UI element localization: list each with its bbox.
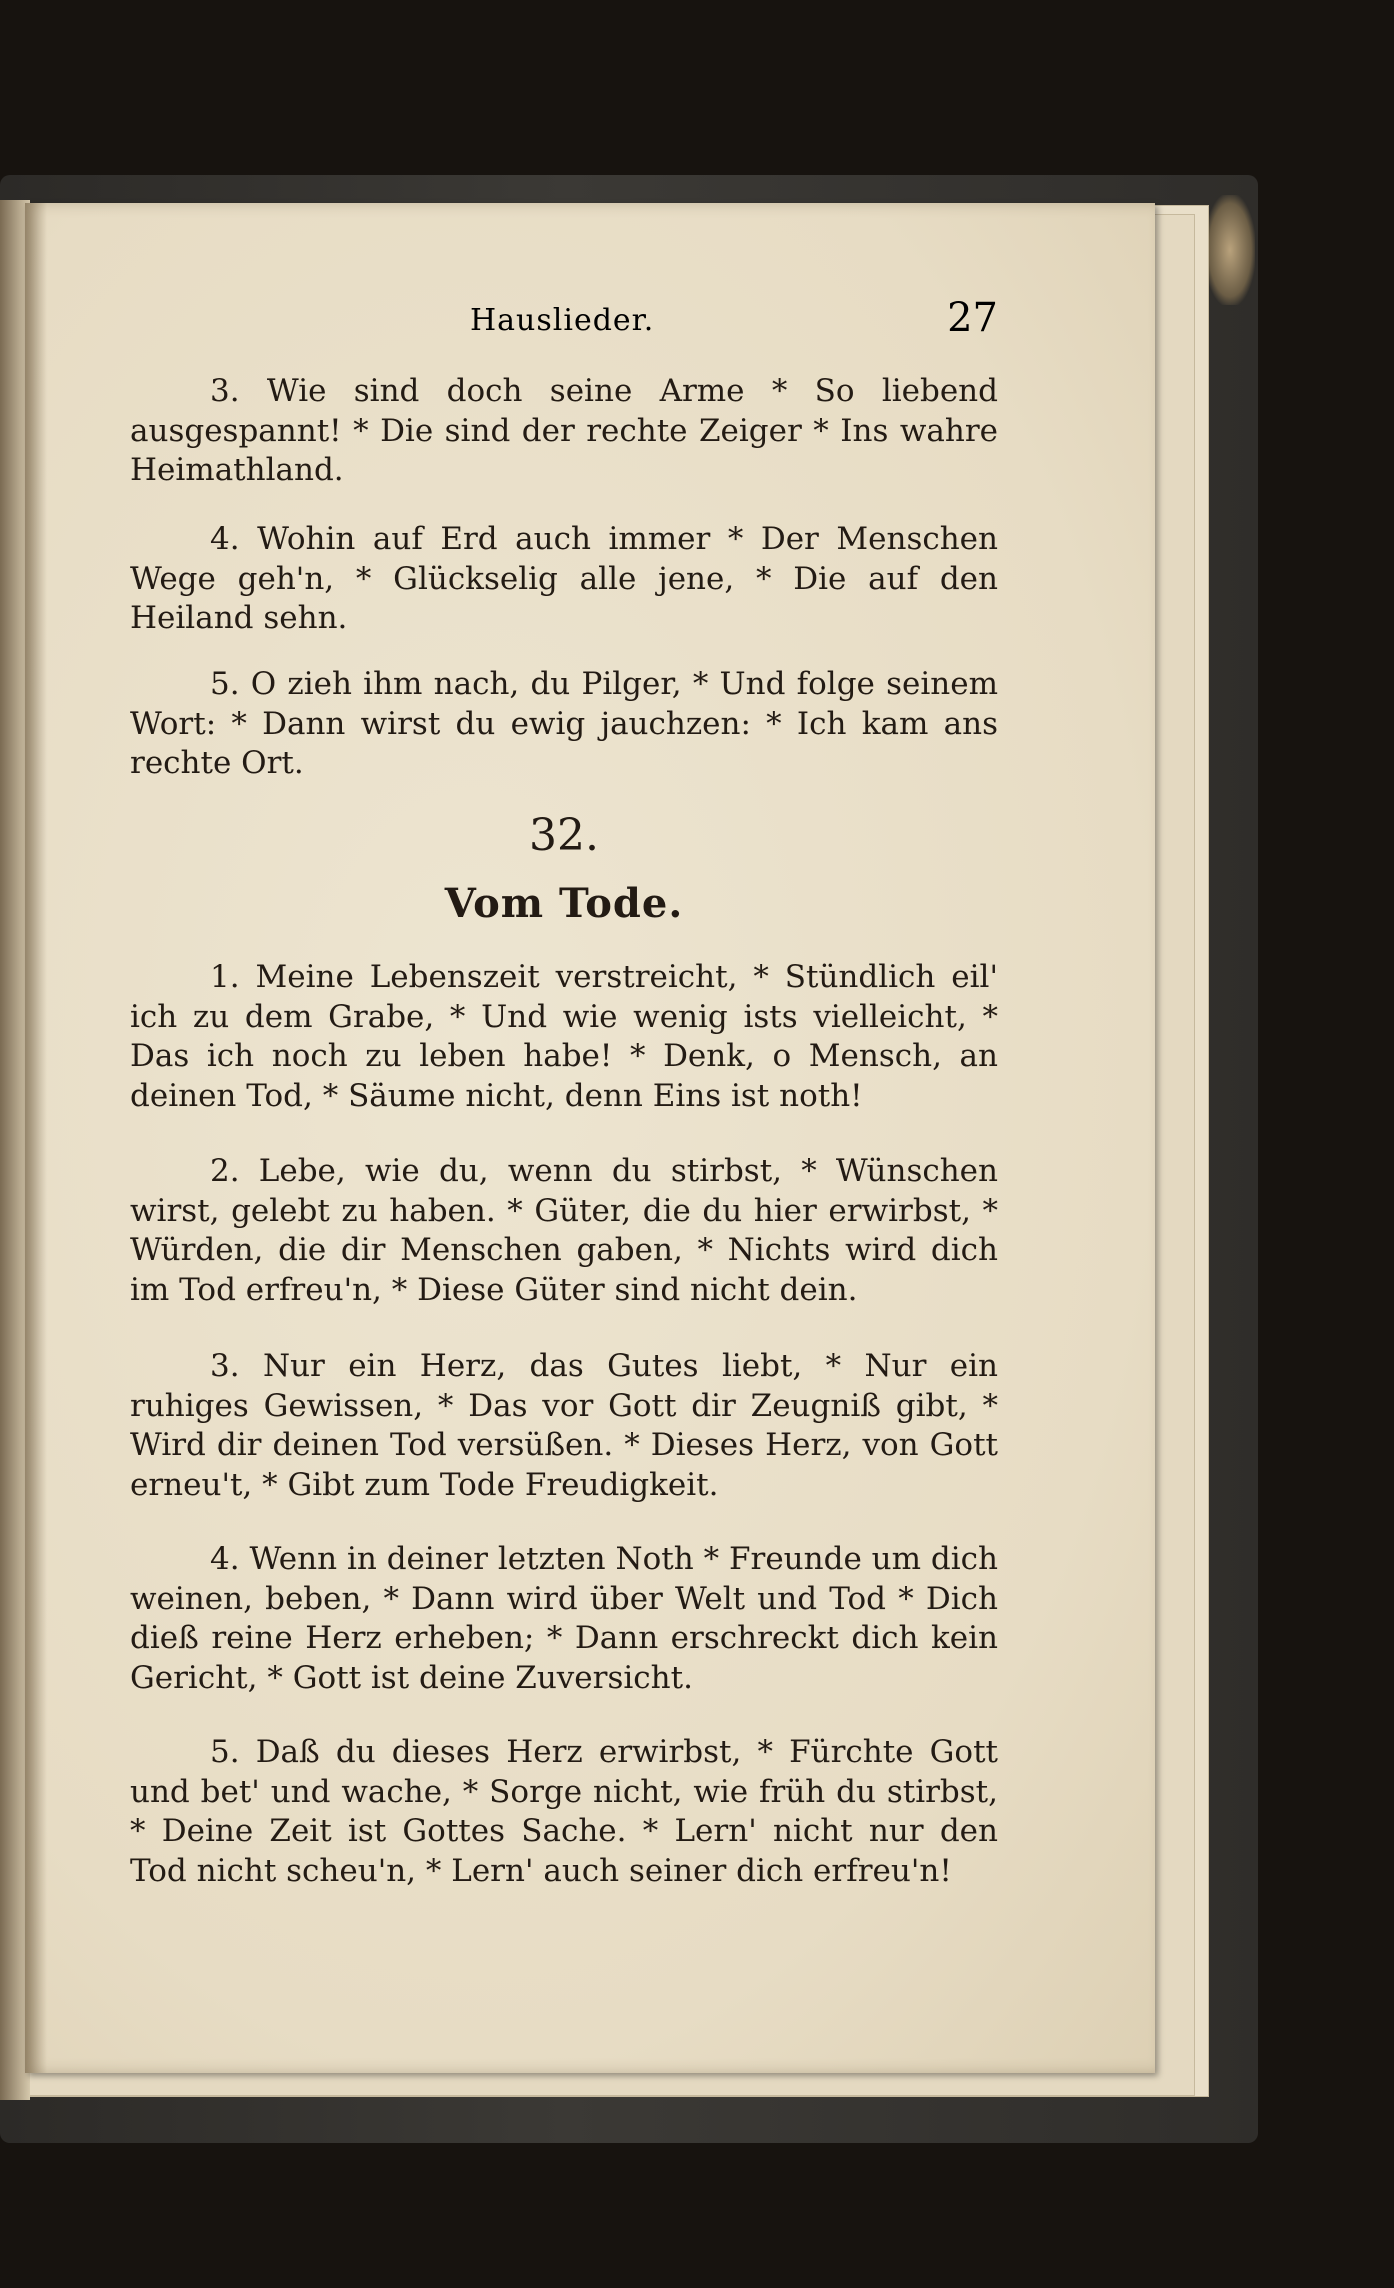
hymn-verse-3: 3. Nur ein Herz, das Gutes liebt, * Nur ein ruhiges Gewissen, * Das vor Gott dir Zeugniß gibt, * Wird dir deinen Tod versüßen. * Dieses Herz, von Gott erneu't, * Gibt zum Tode Freudigkeit. [130, 1348, 998, 1503]
previous-hymn-verse-5: 5. O zieh ihm nach, du Pilger, * Und folge seinem Wort: * Dann wirst du ewig jauchzen: * Ich kam ans rechte Ort. [130, 666, 998, 781]
hymn-verse-1: 1. Meine Lebenszeit verstreicht, * Stündlich eil' ich zu dem Grabe, * Und wie wenig ists vielleicht, * Das ich noch zu leben habe! * Denk, o Mensch, an deinen Tod, * Säume nicht, denn Eins ist noth! [130, 959, 998, 1114]
hymn-number: 32. [529, 810, 599, 861]
previous-hymn-verse-3: 3. Wie sind doch seine Arme * So liebend ausgespannt! * Die sind der rechte Zeiger * Ins wahre Heimathland. [130, 373, 998, 488]
worn-cover-corner [1205, 195, 1255, 305]
running-title: Hauslieder. [470, 303, 655, 338]
page-gutter-shadow [25, 203, 47, 2073]
hymn-verse-2: 2. Lebe, wie du, wenn du stirbst, * Wünschen wirst, gelebt zu haben. * Güter, die du hier erwirbst, * Würden, die dir Menschen gaben, * Nichts wird dich im Tod erfreu'n, * Diese Güter sind nicht dein. [130, 1153, 998, 1308]
hymn-verse-5: 5. Daß du dieses Herz erwirbst, * Fürchte Gott und bet' und wache, * Sorge nicht, wie früh du stirbst, * Deine Zeit ist Gottes Sache. * Lern' nicht nur den Tod nicht scheu'n, * Lern' auch seiner dich erfreu'n! [130, 1734, 998, 1889]
hymn-title: Vom Tode. [444, 880, 684, 927]
previous-hymn-verse-4: 4. Wohin auf Erd auch immer * Der Menschen Wege geh'n, * Glückselig alle jene, * Die auf den Heiland sehn. [130, 521, 998, 636]
hymn-verse-4: 4. Wenn in deiner letzten Noth * Freunde um dich weinen, beben, * Dann wird über Welt und Tod * Dich dieß reine Herz erheben; * Dann erschreckt dich kein Gericht, * Gott ist deine Zuversicht. [130, 1541, 998, 1696]
page-number: 27 [947, 295, 998, 341]
running-head [130, 295, 998, 345]
